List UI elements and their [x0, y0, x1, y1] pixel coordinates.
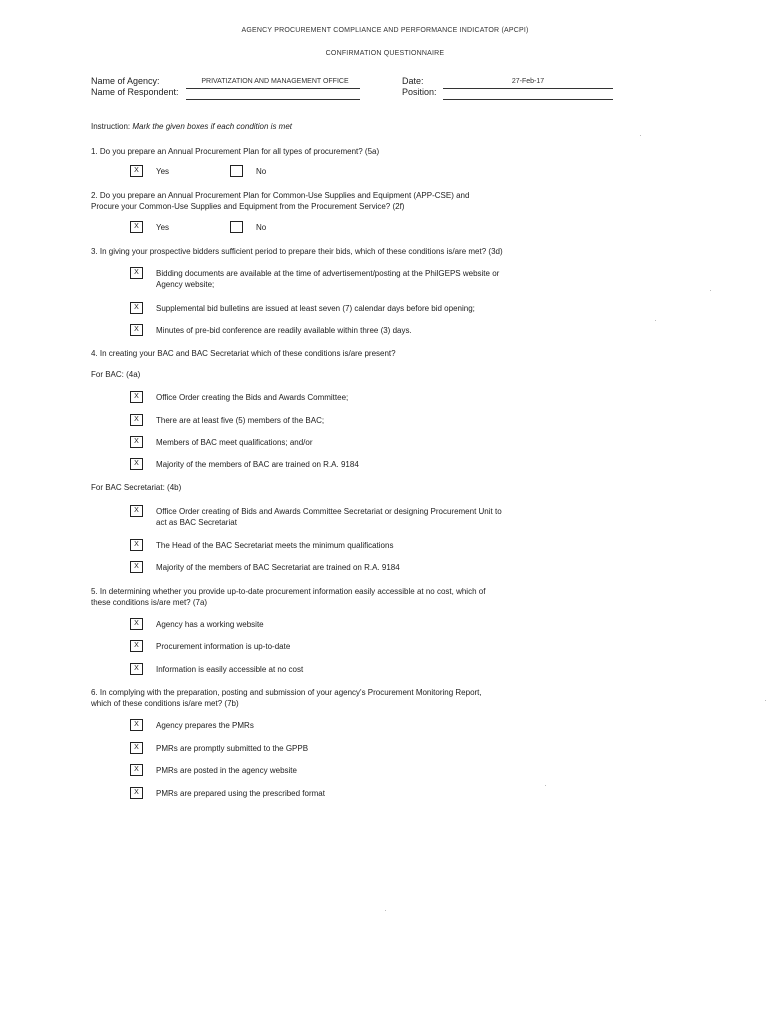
question-6-line1: 6. In complying with the preparation, posting and submission of your agency's Procurement Monitoring Report,	[91, 688, 482, 697]
q5-option-1-checkbox[interactable]: X	[130, 618, 143, 630]
q1-no-label: No	[256, 167, 267, 176]
q1-yes-checkbox[interactable]: X	[130, 165, 143, 177]
question-2-line2: Procure your Common-Use Supplies and Equipment from the Procurement Service? (2f)	[91, 202, 405, 211]
date-underline	[443, 88, 613, 89]
q2-yes-checkbox[interactable]: X	[130, 221, 143, 233]
q4a-option-2-line1: There are at least five (5) members of the BAC;	[156, 416, 325, 425]
q4a-option-1-line1: Office Order creating the Bids and Awards Committee;	[156, 393, 349, 402]
q5-option-2-checkbox[interactable]: X	[130, 640, 143, 652]
q4b-option-1-checkbox[interactable]: X	[130, 505, 143, 517]
question-5-line1: 5. In determining whether you provide up-to-date procurement information easily accessible at no cost, which of	[91, 587, 486, 596]
q4a-option-2-checkbox[interactable]: X	[130, 414, 143, 426]
q4a-option-4-checkbox[interactable]: X	[130, 458, 143, 470]
agency-label: Name of Agency:	[91, 76, 160, 86]
q4a-option-3-checkbox[interactable]: X	[130, 436, 143, 448]
q4b-option-1-line1: Office Order creating of Bids and Awards Committee Secretariat or designing Procurement Unit to	[156, 507, 502, 516]
scan-speck	[545, 785, 546, 786]
q1-no-checkbox[interactable]	[230, 165, 243, 177]
question-2-line1: 2. Do you prepare an Annual Procurement Plan for Common-Use Supplies and Equipment (APP-CSE) and	[91, 191, 470, 200]
q6-option-1-line1: Agency prepares the PMRs	[156, 721, 254, 730]
q3-option-1-checkbox[interactable]: X	[130, 267, 143, 279]
question-1-text: 1. Do you prepare an Annual Procurement Plan for all types of procurement? (5a)	[91, 147, 380, 156]
instruction-prefix: Instruction:	[91, 122, 133, 131]
q6-option-4-line1: PMRs are prepared using the prescribed format	[156, 789, 325, 798]
respondent-label: Name of Respondent:	[91, 87, 179, 97]
q6-option-2-checkbox[interactable]: X	[130, 742, 143, 754]
q4b-option-2-checkbox[interactable]: X	[130, 539, 143, 551]
q3-option-1-line1: Bidding documents are available at the time of advertisement/posting at the PhilGEPS website or	[156, 269, 500, 278]
q5-option-3-checkbox[interactable]: X	[130, 663, 143, 675]
q3-option-2-line1: Supplemental bid bulletins are issued at least seven (7) calendar days before bid opening;	[156, 304, 475, 313]
question-4-text: 4. In creating your BAC and BAC Secretariat which of these conditions is/are present?	[91, 349, 396, 358]
q3-option-3-checkbox[interactable]: X	[130, 324, 143, 336]
scan-speck	[710, 290, 711, 291]
q3-option-2-checkbox[interactable]: X	[130, 302, 143, 314]
question-5-line2: these conditions is/are met? (7a)	[91, 598, 208, 607]
q6-option-3-line1: PMRs are posted in the agency website	[156, 766, 297, 775]
agency-underline	[186, 88, 360, 89]
scan-speck	[655, 320, 656, 321]
instruction	[91, 122, 292, 131]
q4b-option-2-line1: The Head of the BAC Secretariat meets the minimum qualifications	[156, 541, 394, 550]
scan-speck	[385, 910, 386, 911]
scan-speck	[640, 135, 641, 136]
q3-option-1-line2: Agency website;	[156, 280, 215, 289]
for-bac-label: For BAC: (4a)	[91, 370, 141, 379]
q4b-option-1-line2: act as BAC Secretariat	[156, 518, 237, 527]
q5-option-3-line1: Information is easily accessible at no cost	[156, 665, 304, 674]
q5-option-1-line1: Agency has a working website	[156, 620, 264, 629]
document-subtitle: CONFIRMATION QUESTIONNAIRE	[325, 50, 445, 57]
date-label: Date:	[402, 76, 424, 86]
instruction-text: Mark the given boxes if each condition is met	[132, 122, 292, 131]
position-underline	[443, 99, 613, 100]
for-bac-secretariat-label: For BAC Secretariat: (4b)	[91, 483, 182, 492]
question-6-line2: which of these conditions is/are met? (7b)	[91, 699, 239, 708]
q6-option-1-checkbox[interactable]: X	[130, 719, 143, 731]
document-title: AGENCY PROCUREMENT COMPLIANCE AND PERFORMANCE INDICATOR (APCPI)	[241, 27, 529, 34]
q3-option-3-line1: Minutes of pre-bid conference are readily available within three (3) days.	[156, 326, 412, 335]
q6-option-3-checkbox[interactable]: X	[130, 764, 143, 776]
q4b-option-3-checkbox[interactable]: X	[130, 561, 143, 573]
q6-option-2-line1: PMRs are promptly submitted to the GPPB	[156, 744, 309, 753]
q6-option-4-checkbox[interactable]: X	[130, 787, 143, 799]
respondent-underline	[186, 99, 360, 100]
q2-yes-label: Yes	[156, 223, 170, 232]
q2-no-checkbox[interactable]	[230, 221, 243, 233]
q4a-option-4-line1: Majority of the members of BAC are trained on R.A. 9184	[156, 460, 359, 469]
question-3-text: 3. In giving your prospective bidders sufficient period to prepare their bids, which of these conditions is/are met? (3d)	[91, 247, 503, 256]
agency-value: PRIVATIZATION AND MANAGEMENT OFFICE	[201, 78, 349, 85]
q1-yes-label: Yes	[156, 167, 170, 176]
date-value: 27-Feb-17	[511, 78, 545, 85]
scan-speck	[765, 700, 766, 701]
q4b-option-3-line1: Majority of the members of BAC Secretariat are trained on R.A. 9184	[156, 563, 400, 572]
q4a-option-1-checkbox[interactable]: X	[130, 391, 143, 403]
q5-option-2-line1: Procurement information is up-to-date	[156, 642, 291, 651]
q2-no-label: No	[256, 223, 267, 232]
q4a-option-3-line1: Members of BAC meet qualifications; and/or	[156, 438, 313, 447]
position-label: Position:	[402, 87, 437, 97]
